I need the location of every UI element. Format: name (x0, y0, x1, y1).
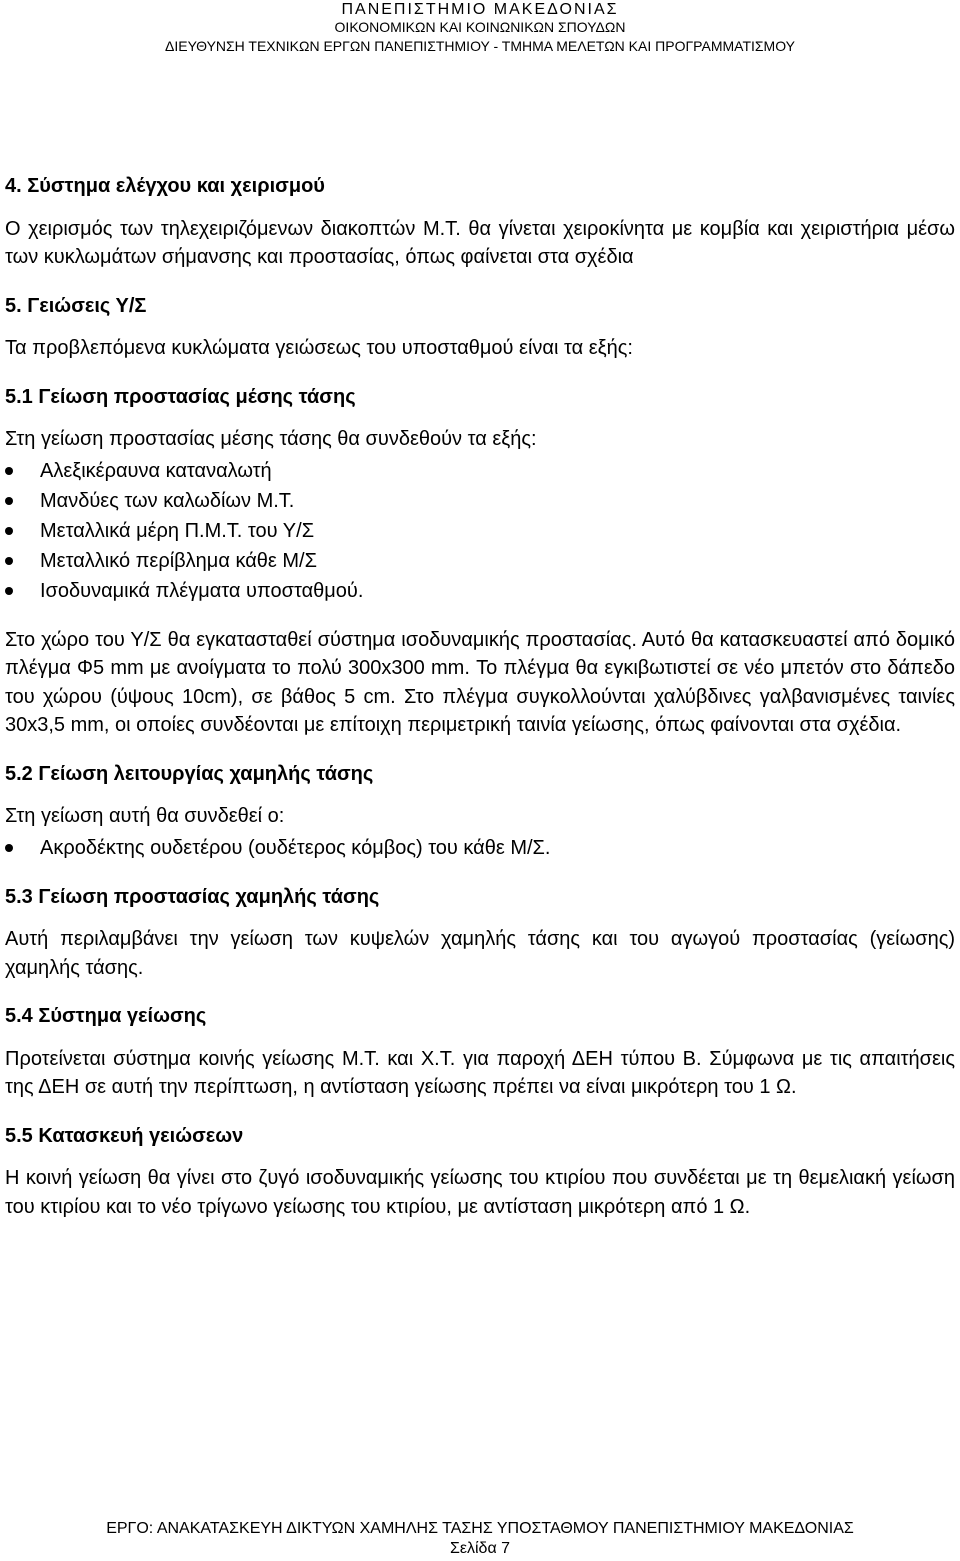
header-school: ΟΙΚΟΝΟΜΙΚΩΝ ΚΑΙ ΚΟΙΝΩΝΙΚΩΝ ΣΠΟΥΔΩΝ (334, 19, 626, 35)
bullet-icon (5, 497, 13, 505)
list-item (5, 516, 955, 546)
list-item (5, 456, 955, 486)
section-heading-5: 5. Γειώσεις Υ/Σ (5, 294, 147, 317)
footer-page-number: Σελίδα 7 (449, 1540, 511, 1557)
section-text-4: Ο χειρισμός των τηλεχειριζόμενων διακοπτών Μ.Τ. θα γίνεται χειροκίνητα με κομβία και χειριστήρια μέσω των κυκλωμάτων σήμανσης και προστασίας, όπως φαίνεται στα σχέδια (5, 217, 955, 268)
list-item (5, 576, 955, 606)
footer-project: ΕΡΓΟ: ΑΝΑΚΑΤΑΣΚΕΥΗ ΔΙΚΤΥΩΝ ΧΑΜΗΛΗΣ ΤΑΣΗΣ ΥΠΟΣΤΑΘΜΟΥ ΠΑΝΕΠΙΣΤΗΜΙΟΥ ΜΑΚΕΔΟΝΙΑΣ (106, 1520, 854, 1537)
section-text-5: Τα προβλεπόμενα κυκλώματα γειώσεως του υποσταθμού είναι τα εξής: (5, 337, 633, 359)
list-item-text: Μεταλλικά μέρη Π.Μ.Τ. του Υ/Σ (40, 519, 315, 542)
bullet-icon (5, 844, 13, 852)
bullet-icon (5, 557, 13, 565)
section-heading-5-3: 5.3 Γείωση προστασίας χαμηλής τάσης (5, 885, 380, 908)
list-item-text: Μεταλλικό περίβλημα κάθε Μ/Σ (40, 549, 317, 572)
list-item (5, 486, 955, 516)
section-intro-5-2: Στη γείωση αυτή θα συνδεθεί ο: (5, 805, 285, 827)
section-heading-4: 4. Σύστημα ελέγχου και χειρισμού (5, 175, 325, 197)
bullet-list-5-1 (5, 456, 955, 606)
section-text-5-3: Αυτή περιλαμβάνει την γείωση των κυψελών χαμηλής τάσης και του αγωγού προστασίας (γείωσης) χαμηλής τάσης. (5, 928, 955, 979)
bullet-icon (5, 587, 13, 595)
bullet-icon (5, 467, 13, 475)
section-text-5-4: Προτείνεται σύστημα κοινής γείωσης Μ.Τ. και Χ.Τ. για παροχή ΔΕΗ τύπου Β. Σύμφωνα με τις απαιτήσεις της ΔΕΗ σε αυτή την περίπτωση, η αντίσταση γείωσης πρέπει να είναι μικρότερη του 1 Ω. (5, 1047, 955, 1098)
section-heading-5-1: 5.1 Γείωση προστασίας μέσης τάσης (5, 385, 356, 408)
bullet-list-5-2 (5, 833, 955, 863)
document-body (5, 172, 955, 1221)
section-text-5-1: Στο χώρο του Υ/Σ θα εγκατασταθεί σύστημα ισοδυναμικής προστασίας. Αυτό θα κατασκευαστεί από δομικό πλέγμα Φ5 mm με ανοίγματα το πολύ 300x300 mm. Το πλέγμα θα εγκιβωτιστεί σε νέο μπετόν στο δάπεδο του χώρου (ύψους 10cm), σε βάθος 5 cm. Στο πλέγμα συγκολλούνται χαλύβδινες γαλβανισμένες ταινίες 30x3,5 mm, οι οποίες συνδέονται με επίτοιχη περιμετρική ταινία γείωσης, όπως φαίνονται στα σχέδια. (5, 628, 955, 736)
page-footer (0, 1519, 960, 1559)
list-item-text: Αλεξικέραυνα καταναλωτή (40, 459, 272, 482)
header-department: ΔΙΕΥΘΥΝΣΗ ΤΕΧΝΙΚΩΝ ΕΡΓΩΝ ΠΑΝΕΠΙΣΤΗΜΙΟΥ - ΤΜΗΜΑ ΜΕΛΕΤΩΝ ΚΑΙ ΠΡΟΓΡΑΜΜΑΤΙΣΜΟΥ (165, 38, 795, 54)
list-item-text: Ακροδέκτης ουδετέρου (ουδέτερος κόμβος) του κάθε Μ/Σ. (40, 836, 551, 859)
list-item (5, 546, 955, 576)
list-item-text: Ισοδυναμικά πλέγματα υποσταθμού. (40, 579, 364, 602)
section-heading-5-5: 5.5 Κατασκευή γειώσεων (5, 1124, 244, 1147)
header-university: ΠΑΝΕΠΙΣΤΗΜΙΟ ΜΑΚΕΔΟΝΙΑΣ (341, 1, 619, 18)
list-item (5, 833, 955, 863)
section-text-5-5: Η κοινή γείωση θα γίνει στο ζυγό ισοδυναμικής γείωσης του κτιρίου που συνδέεται με τη θεμελιακή γείωση του κτιρίου και το νέο τρίγωνο γείωσης του κτιρίου, με αντίσταση μικρότερη από 1 Ω. (5, 1167, 955, 1218)
page-header (0, 0, 960, 56)
bullet-icon (5, 527, 13, 535)
section-heading-5-2: 5.2 Γείωση λειτουργίας χαμηλής τάσης (5, 762, 374, 785)
list-item-text: Μανδύες των καλωδίων Μ.Τ. (40, 489, 295, 512)
section-heading-5-4: 5.4 Σύστημα γείωσης (5, 1005, 207, 1027)
section-intro-5-1: Στη γείωση προστασίας μέσης τάσης θα συνδεθούν τα εξής: (5, 428, 537, 450)
